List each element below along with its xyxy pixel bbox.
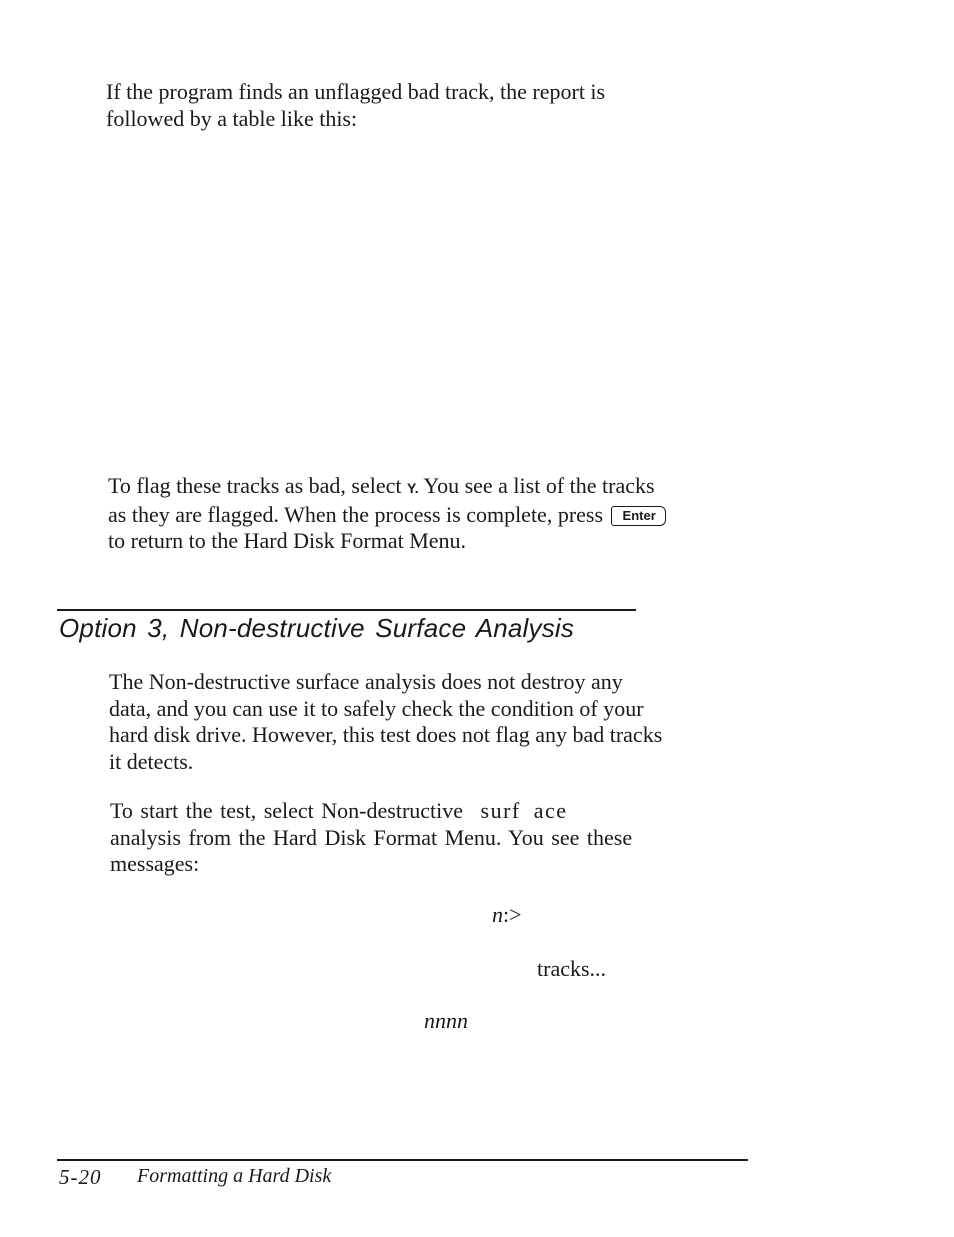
- start-line-1b: surf ace: [480, 798, 568, 823]
- nd-line-1: The Non-destructive surface analysis does not destroy any: [109, 669, 623, 694]
- message-drive-prompt: [492, 902, 522, 928]
- nd-line-2: data, and you can use it to safely check the condition of your: [109, 695, 644, 721]
- enter-key-icon: Enter: [611, 506, 666, 526]
- nd-line-4: it detects.: [109, 748, 194, 774]
- intro-paragraph: [106, 79, 605, 132]
- start-line-3: messages:: [110, 851, 200, 876]
- message-count: nnnn: [424, 1008, 468, 1033]
- start-test-paragraph: [110, 798, 632, 878]
- start-line-2: analysis from the Hard Disk Format Menu. You see these: [110, 824, 633, 850]
- drive-variable: n: [492, 902, 503, 927]
- heading-rule: [57, 609, 636, 611]
- flag-line-2a: as they are flagged. When the process is complete, press: [108, 501, 604, 527]
- intro-line-1: If the program finds an unflagged bad track, the report is: [106, 79, 606, 104]
- flag-line-1b: You see a list of the tracks: [423, 473, 655, 498]
- flag-line-1a: To flag these tracks as bad, select: [108, 473, 402, 498]
- flag-tracks-paragraph: [108, 473, 666, 555]
- message-tracks: tracks...: [537, 956, 607, 981]
- drive-suffix: :>: [503, 902, 522, 927]
- nd-line-3: hard disk drive. However, this test does not flag any bad tracks: [109, 722, 663, 747]
- footer-chapter-title: Formatting a Hard Disk: [137, 1165, 332, 1187]
- flag-line-3: to return to the Hard Disk Format Menu.: [108, 528, 467, 553]
- section-heading: Option 3, Non-destructive Surface Analysis: [59, 613, 575, 643]
- nondestructive-paragraph: [109, 669, 662, 775]
- key-y: Y.: [407, 480, 419, 496]
- footer-rule: [57, 1159, 748, 1161]
- intro-line-2: followed by a table like this:: [106, 105, 358, 131]
- footer-page-number: 5-20: [59, 1165, 102, 1189]
- start-line-1a: To start the test, select Non-destructive: [110, 798, 464, 823]
